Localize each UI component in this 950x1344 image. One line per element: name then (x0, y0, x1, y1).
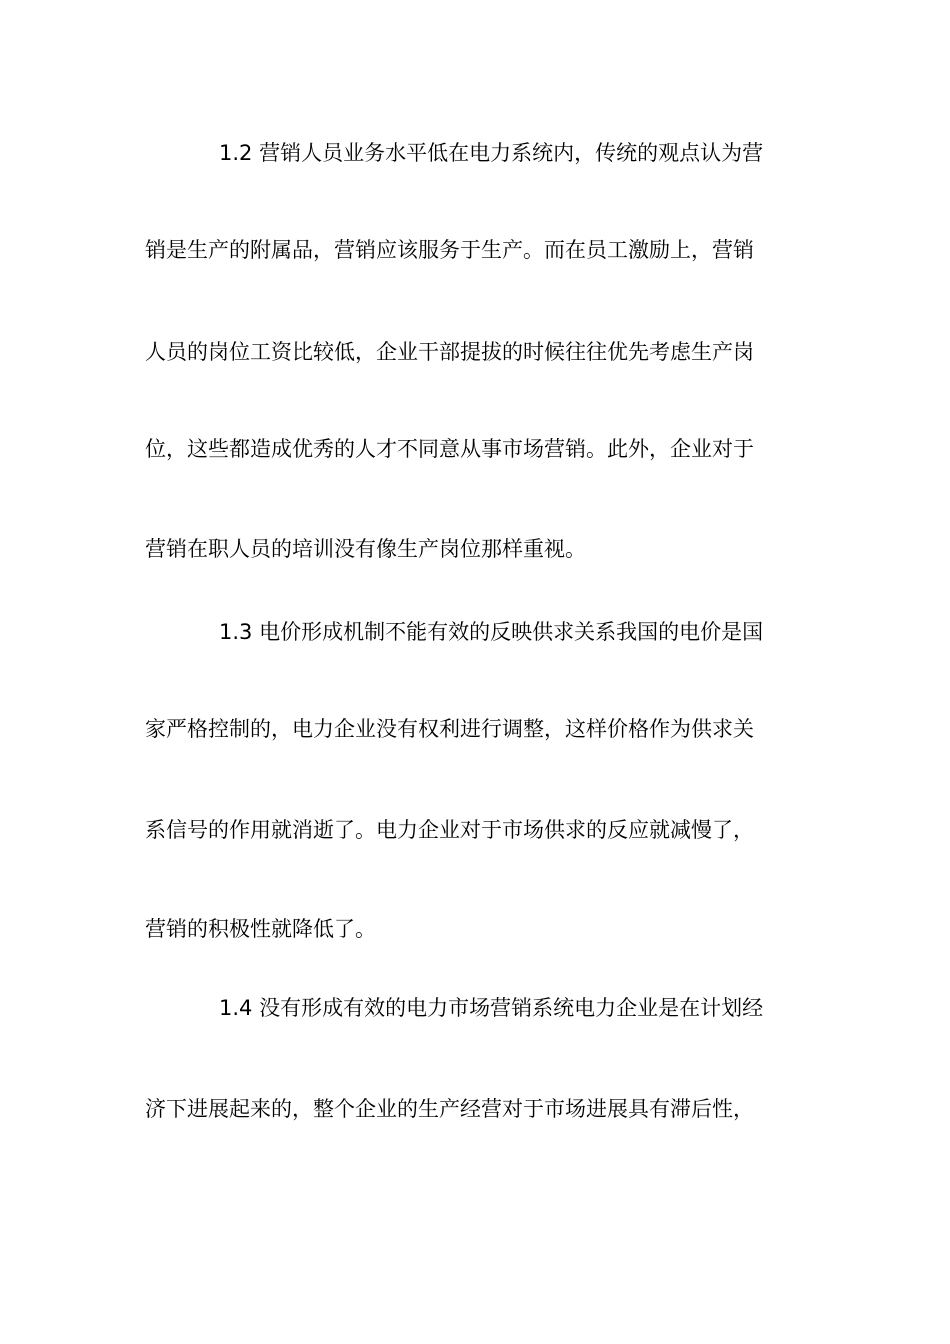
text-line: 位，这些都造成优秀的人才不同意从事市场营销。此外，企业对于 (145, 437, 754, 461)
text-line: 系信号的作用就消逝了。电力企业对于市场供求的反应就减慢了， (145, 818, 754, 842)
text-line: 1.2 营销人员业务水平低在电力系统内，传统的观点认为营 (219, 141, 764, 165)
text-line: 营销在职人员的培训没有像生产岗位那样重视。 (145, 537, 586, 561)
text-line: 家严格控制的，电力企业没有权利进行调整，这样价格作为供求关 (145, 717, 754, 741)
text-line: 销是生产的附属品，营销应该服务于生产。而在员工激励上，营销 (145, 238, 754, 262)
text-line: 济下进展起来的，整个企业的生产经营对于市场进展具有滞后性， (145, 1097, 754, 1121)
text-line: 人员的岗位工资比较低，企业干部提拔的时候往往优先考虑生产岗 (145, 340, 754, 364)
text-line: 1.4 没有形成有效的电力市场营销系统电力企业是在计划经 (219, 996, 764, 1020)
text-line: 1.3 电价形成机制不能有效的反映供求关系我国的电价是国 (219, 620, 764, 644)
text-line: 营销的积极性就降低了。 (145, 917, 376, 941)
